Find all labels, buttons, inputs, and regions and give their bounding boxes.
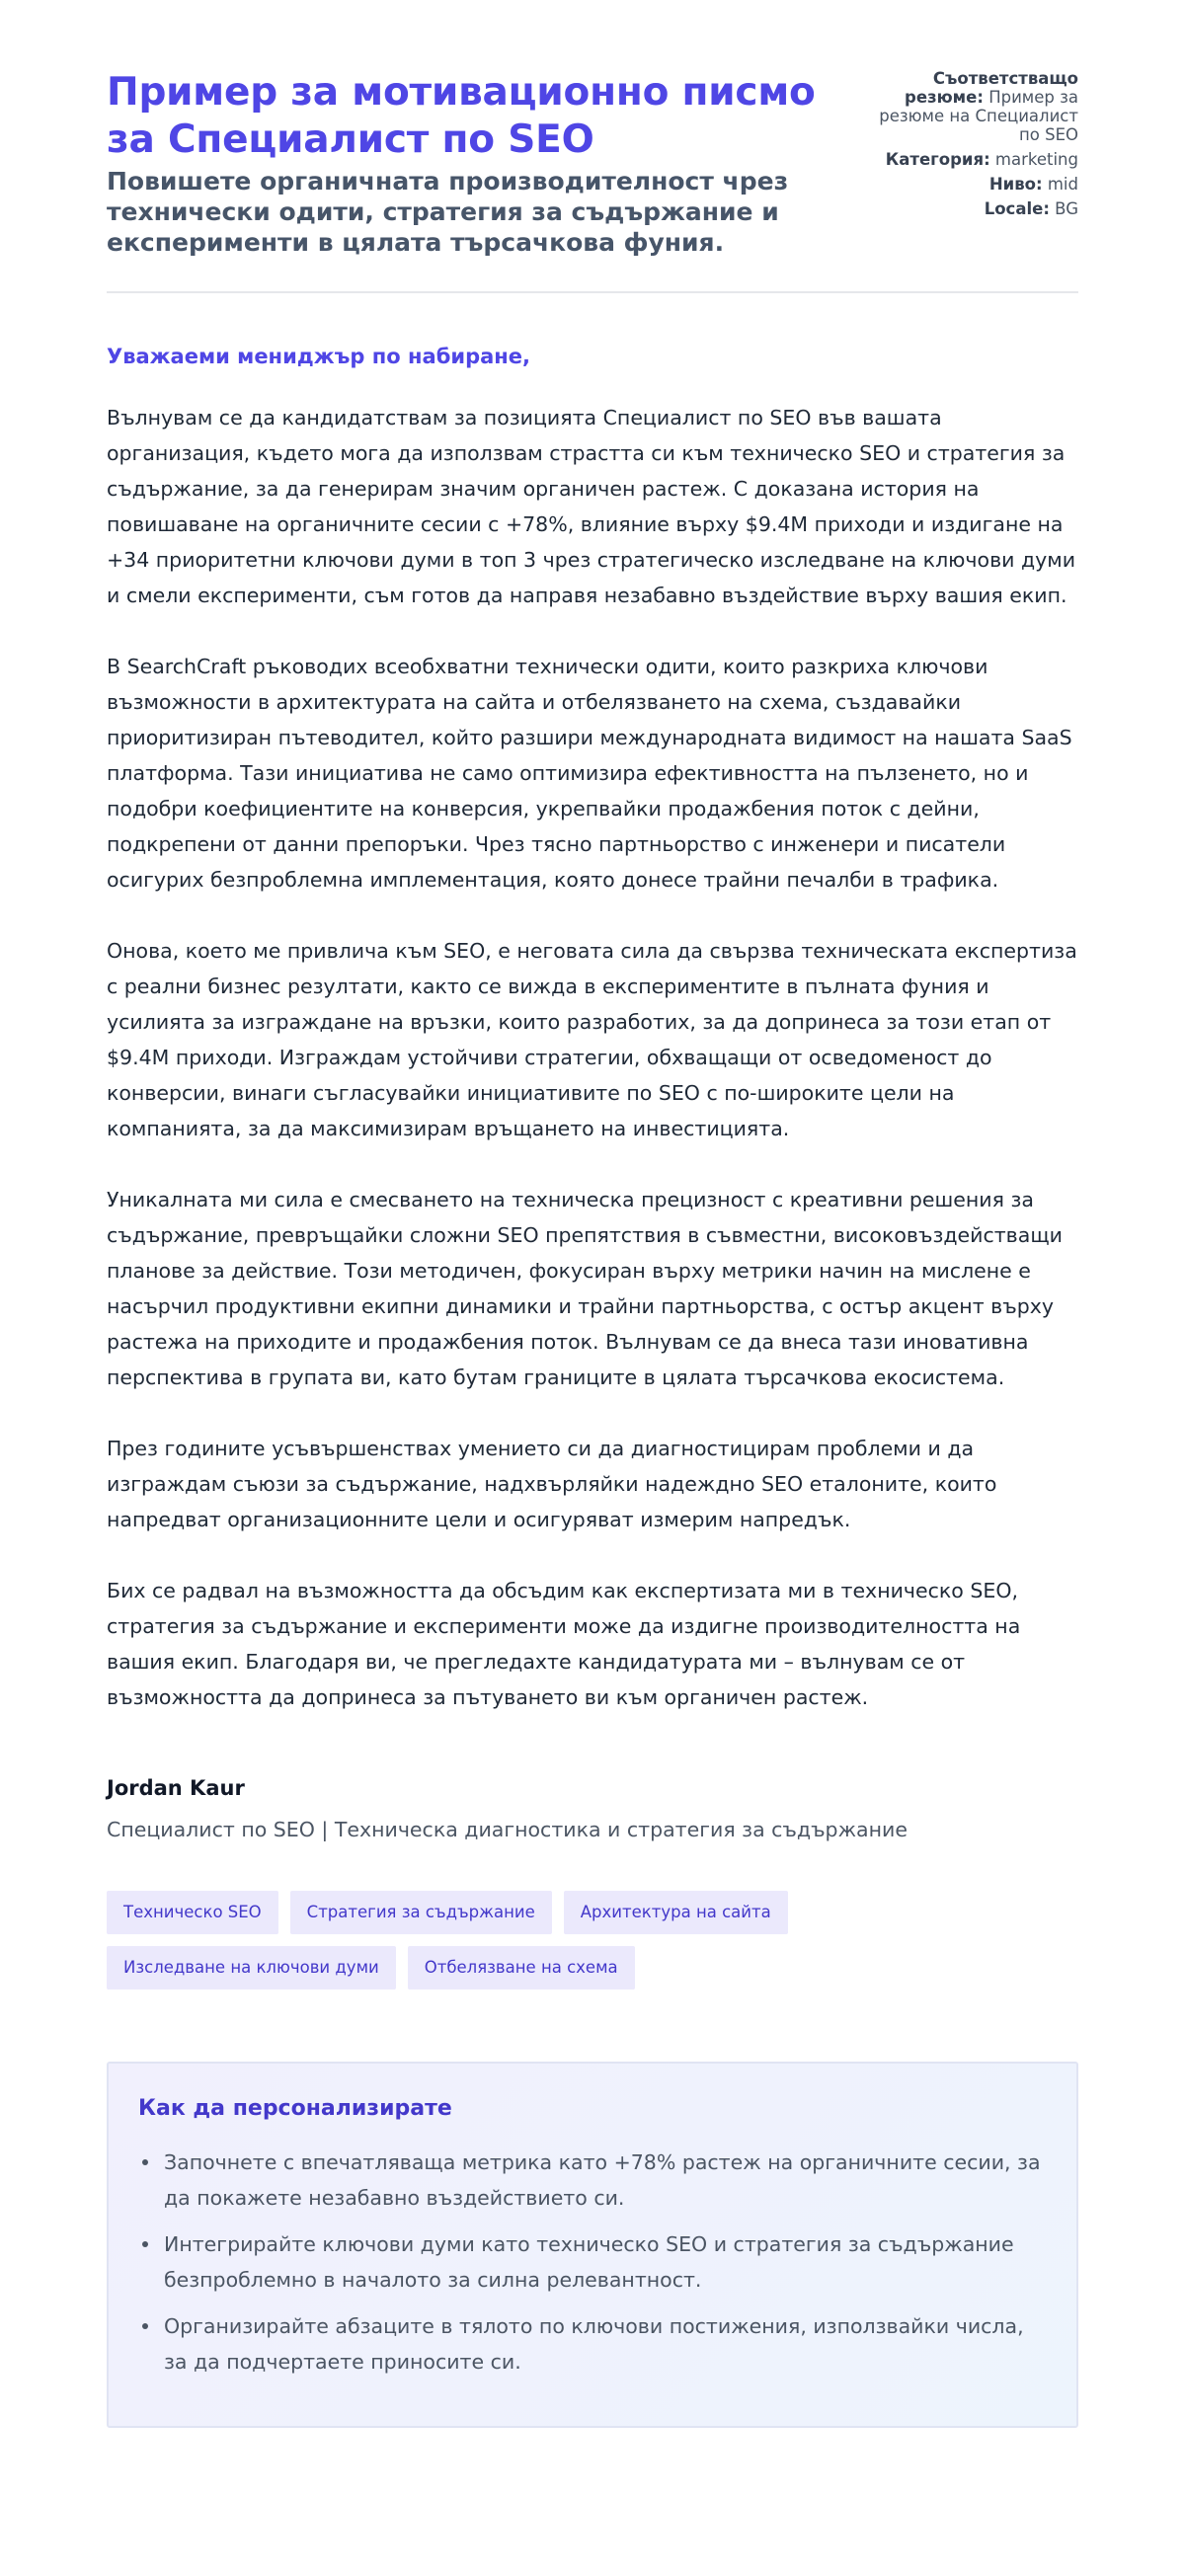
meta-locale [871, 199, 1078, 218]
tip-text: Организирайте абзаците в тялото по ключови постижения, използвайки числа, за да подчертаете приносите си. [164, 2314, 1024, 2374]
tip-text: Интегрирайте ключови думи като техническо SEO и стратегия за съдържание безпроблемно в началото за силна релевантност. [164, 2232, 1014, 2292]
meta-category-value: marketing [994, 150, 1078, 169]
tip-item [138, 2308, 1047, 2380]
skill-tag: Отбелязване на схема [408, 1946, 635, 1990]
bullet-icon [142, 2241, 148, 2247]
signature-title: Специалист по SEO | Техническа диагностика и стратегия за съдържание [107, 1818, 908, 1841]
meta-resume-label: Съответстващо резюме: [905, 69, 1078, 107]
letter-greeting: Уважаеми мениджър по набиране, [107, 345, 531, 368]
meta-locale-value: BG [1055, 199, 1078, 218]
signature-block [107, 1774, 1078, 1843]
letter-paragraph: Уникалната ми сила е смесването на техническа прецизност с креативни решения за съдържание, превръщайки сложни SEO препятствия в съвместни, високовъздействащи планове за действие. Този методичен, фокусиран върху метрики начин на мислене е насърчил продуктивни екипни динамики и трайни партньорства, с остър акцент върху растежа на приходите и продажбения поток. Вълнувам се да внеса тази иновативна перспектива в групата ви, като бутам границите в цялата търсачкова екосистема. [107, 1188, 1063, 1389]
letter-paragraph: Онова, което ме привлича към SEO, е неговата сила да свързва техническата експертиза с реални бизнес резултати, както се вижда в експериментите в пълната фуния и усилията за изграждане на връзки, които разработих, за да допринеса за този етап от $9.4M приходи. Изграждам устойчиви стратегии, обхващащи от осведоменост до конверсии, винаги съгласувайки инициативите по SEO с по-широките цели на компанията, за да максимизирам връщането на инвестицията. [107, 939, 1077, 1140]
skill-tag: Архитектура на сайта [564, 1891, 788, 1934]
letter-paragraph: Вълнувам се да кандидатствам за позицията Специалист по SEO във вашата организация, където мога да използвам страстта си към техническо SEO и стратегия за съдържание, за да генерирам значим органичен растеж. С доказана история на повишаване на органичните сесии с +78%, влияние върху $9.4M приходи и издигане на +34 приоритетни ключови думи в топ 3 чрез стратегическо изследване на ключови думи и смели експерименти, съм готов да направя незабавно въздействие върху вашия екип. [107, 406, 1076, 607]
meta-panel [871, 69, 1078, 224]
meta-resume [871, 69, 1078, 144]
header-title-block [107, 69, 837, 258]
meta-resume-value: Пример за резюме на Специалист по SEO [879, 88, 1078, 144]
skill-tags [107, 1891, 897, 1990]
customization-tips-box [107, 2062, 1078, 2428]
page-header [107, 69, 1078, 293]
meta-level-value: mid [1047, 175, 1078, 194]
letter-body [107, 400, 1078, 1715]
meta-category-label: Категория: [885, 150, 990, 169]
page-subtitle: Повишете органичната производителност чрез технически одити, стратегия за съдържание и експерименти в цялата търсачкова фуния. [107, 167, 789, 257]
tip-text: Започнете с впечатляваща метрика като +78% растеж на органичните сесии, за да покажете незабавно въздействието си. [164, 2150, 1041, 2210]
tips-list [138, 2145, 1047, 2380]
skill-tag: Изследване на ключови думи [107, 1946, 396, 1990]
tips-title: Как да персонализирате [138, 2096, 452, 2121]
meta-category [871, 150, 1078, 169]
meta-locale-label: Locale: [984, 199, 1050, 218]
letter-paragraph: В SearchCraft ръководих всеобхватни технически одити, които разкриха ключови възможности в архитектурата на сайта и отбелязването на схема, създавайки приоритизиран пътеводител, който разшири международната видимост на нашата SaaS платформа. Тази инициатива не само оптимизира ефективността на пълзенето, но и подобри коефициентите на конверсия, укрепвайки продажбения поток с дейни, подкрепени от данни препоръки. Чрез тясно партньорство с инженери и писатели осигурих безпроблемна имплементация, която донесе трайни печалби в трафика. [107, 655, 1072, 892]
meta-level-label: Ниво: [988, 175, 1043, 194]
skill-tag: Стратегия за съдържание [290, 1891, 552, 1934]
signature-name: Jordan Kaur [107, 1776, 245, 1800]
letter-paragraph: Бих се радвал на възможността да обсъдим как експертизата ми в техническо SEO, стратегия за съдържание и експерименти може да издигне производителността на вашия екип. Благодаря ви, че прегледахте кандидатурата ми – вълнувам се от възможността да допринеса за пътуването ви към органичен растеж. [107, 1579, 1021, 1709]
bullet-icon [142, 2159, 148, 2165]
bullet-icon [142, 2323, 148, 2329]
tip-item [138, 2145, 1047, 2216]
page-title: Пример за мотивационно писмо за Специалист по SEO [107, 70, 816, 162]
skill-tag: Техническо SEO [107, 1891, 278, 1934]
tip-item [138, 2226, 1047, 2298]
letter-paragraph: През годините усъвършенствах умението си да диагностицирам проблеми и да изграждам съюзи за съдържание, надхвърляйки надеждно SEO еталоните, които напредват организационните цели и осигуряват измерим напредък. [107, 1437, 997, 1531]
meta-level [871, 175, 1078, 194]
